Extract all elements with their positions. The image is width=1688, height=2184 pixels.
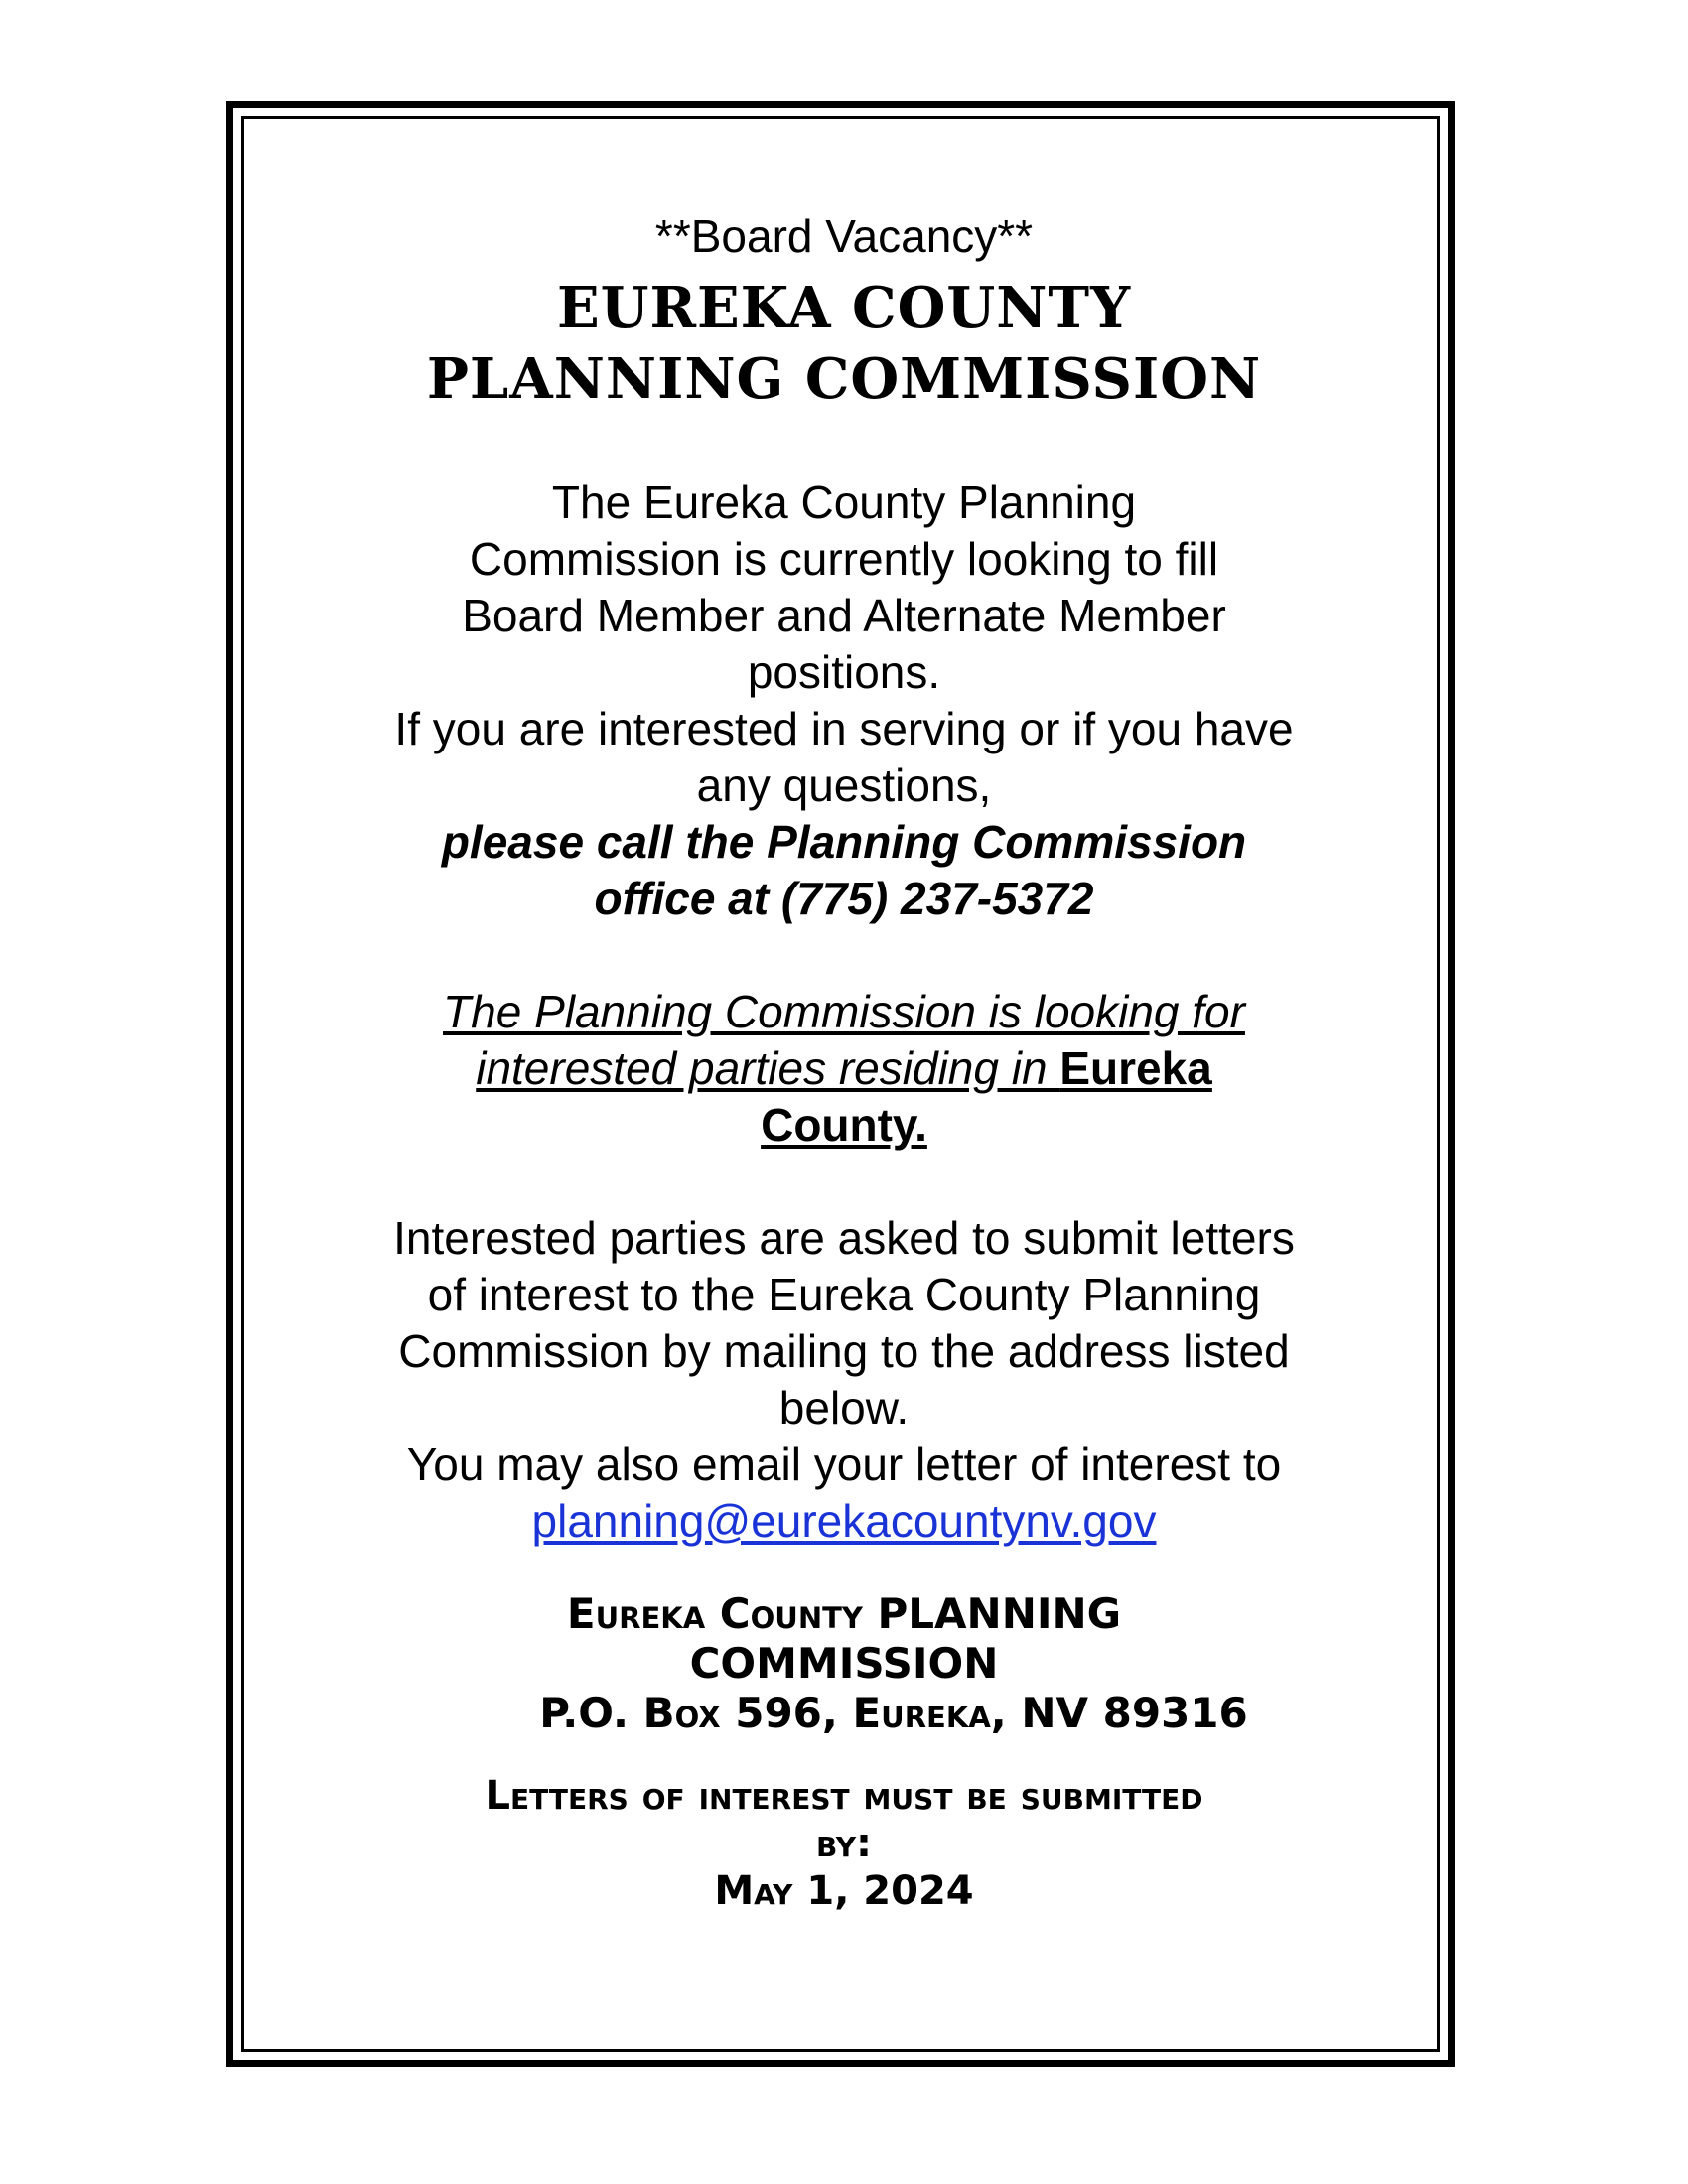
letters-paragraph — [258, 1210, 1430, 1550]
letters-line: You may also email your letter of interest to — [406, 1438, 1282, 1490]
deadline-line-2: by: — [815, 1821, 873, 1866]
title-line-1: EUREKA COUNTY — [556, 275, 1132, 341]
letters-line: Interested parties are asked to submit letters — [393, 1212, 1295, 1264]
letters-line: Commission by mailing to the address listed — [398, 1325, 1290, 1377]
intro-line: The Eureka County Planning — [551, 477, 1137, 528]
address-block — [258, 1589, 1430, 1738]
residency-line-2: interested parties residing in — [476, 1042, 1060, 1094]
phone-line: office at (775) 237-5372 — [594, 873, 1094, 924]
email-link[interactable]: planning@eurekacountynv.gov — [531, 1495, 1157, 1547]
intro-line: any questions, — [696, 759, 992, 811]
residency-paragraph — [258, 984, 1430, 1154]
intro-paragraph — [258, 475, 1430, 927]
deadline-block — [258, 1772, 1430, 1915]
letters-line: of interest to the Eureka County Planning — [427, 1269, 1261, 1320]
intro-line: If you are interested in serving or if you have — [394, 703, 1294, 754]
intro-line: Board Member and Alternate Member — [462, 590, 1226, 641]
residency-line-3: County. — [761, 1099, 927, 1151]
vacancy-heading: **Board Vacancy** — [654, 210, 1034, 262]
address-line-3: P.O. Box 596, Eureka, NV 89316 — [539, 1689, 1248, 1737]
intro-line: Commission is currently looking to fill — [469, 533, 1219, 585]
title-line-2: PLANNING COMMISSION — [426, 346, 1262, 412]
deadline-line-1: Letters of interest must be submitted — [485, 1773, 1203, 1819]
residency-line-1: The Planning Commission is looking for — [443, 986, 1245, 1037]
residency-county-bold: Eureka — [1059, 1042, 1212, 1094]
address-line-2: COMMISSION — [689, 1639, 999, 1688]
call-line: please call the Planning Commission — [441, 816, 1247, 868]
letters-line: below. — [778, 1382, 910, 1433]
intro-line: positions. — [747, 646, 941, 698]
deadline-date: May 1, 2024 — [714, 1868, 974, 1914]
address-line-1: Eureka County PLANNING — [566, 1589, 1122, 1638]
notice-content — [258, 208, 1430, 1915]
